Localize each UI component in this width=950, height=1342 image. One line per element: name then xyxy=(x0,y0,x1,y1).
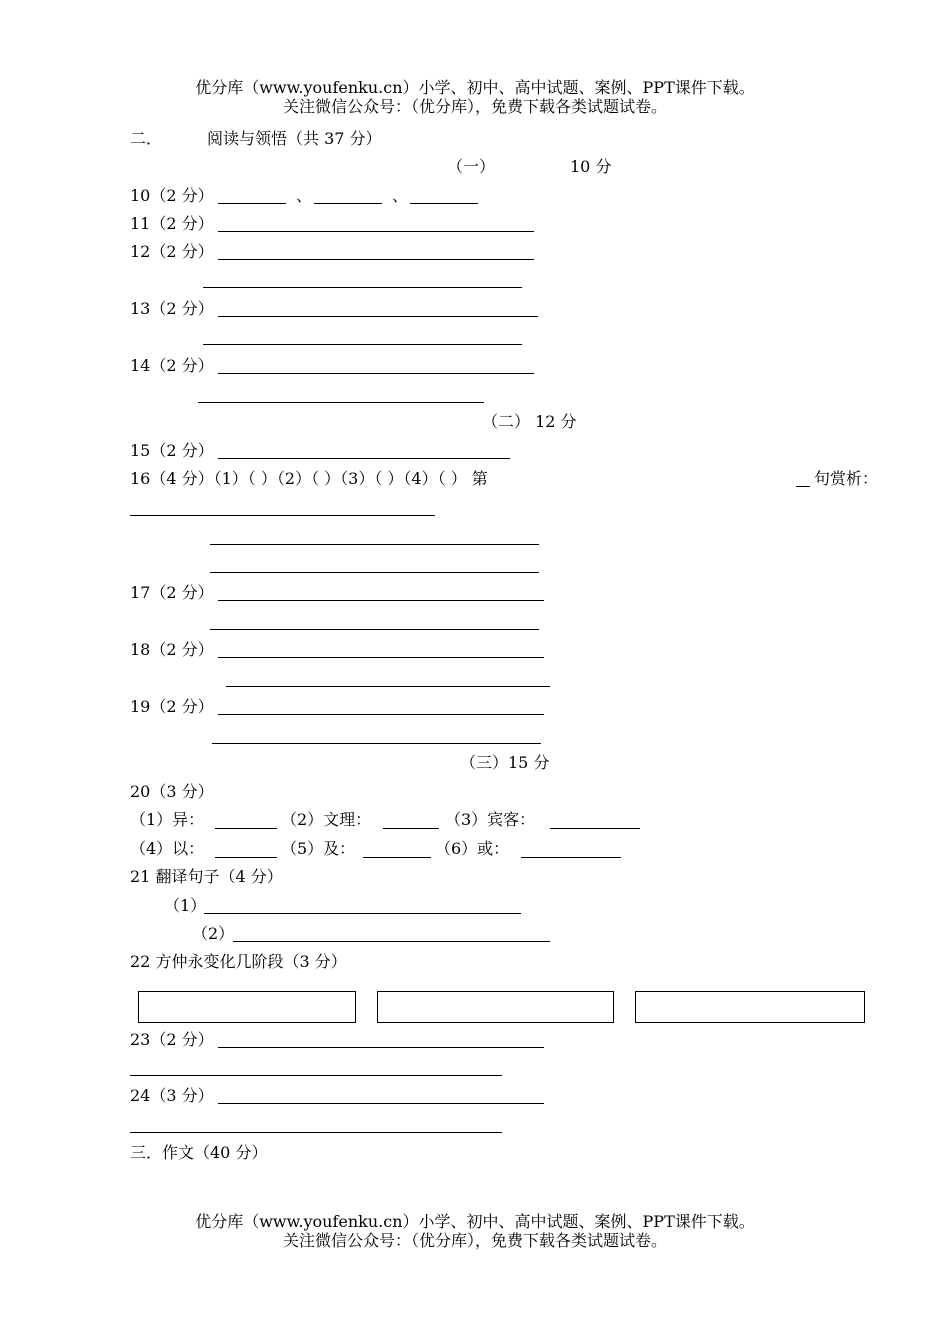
q19-label: 19（2 分） xyxy=(130,697,214,716)
section-title: 阅读与领悟（共 37 分） xyxy=(207,129,382,148)
q16-label: 16（4 分）（1）（ ）（2）（ ）（3）（ ）（4）（ ） 第 xyxy=(130,469,488,488)
part-1-label: （一） xyxy=(447,157,496,176)
q20-item-5-blank[interactable] xyxy=(363,857,431,858)
q14-answer-line-2[interactable] xyxy=(198,402,484,403)
footer-line-1: 优分库（www.youfenku.cn）小学、初中、高中试题、案例、PPT课件下载。 xyxy=(195,1212,755,1231)
q14-answer-line-1[interactable] xyxy=(218,373,534,374)
q10-separator-2: 、 xyxy=(392,186,409,205)
q13-answer-line-1[interactable] xyxy=(218,316,538,317)
q14-label: 14（2 分） xyxy=(130,356,214,375)
q20-label: 20（3 分） xyxy=(130,782,214,801)
q12-answer-line-2[interactable] xyxy=(203,287,522,288)
q17-label: 17（2 分） xyxy=(130,583,214,602)
q10-label: 10（2 分） xyxy=(130,186,214,205)
q20-item-1-blank[interactable] xyxy=(215,828,277,829)
q20-item-4-label: （4）以： xyxy=(130,839,205,858)
q22-stage-box-3[interactable] xyxy=(635,991,865,1023)
q15-label: 15（2 分） xyxy=(130,441,214,460)
q20-item-6-label: （6）或： xyxy=(435,839,510,858)
q23-answer-line-2[interactable] xyxy=(130,1075,502,1076)
q13-label: 13（2 分） xyxy=(130,299,214,318)
q10-blank-2[interactable] xyxy=(314,203,382,204)
part-2-heading: （二） 12 分 xyxy=(482,412,577,431)
q13-answer-line-2[interactable] xyxy=(203,344,522,345)
q22-label: 22 方仲永变化几阶段（3 分） xyxy=(130,952,347,971)
q17-answer-line-1[interactable] xyxy=(218,600,544,601)
footer-line-2: 关注微信公众号：（优分库），免费下载各类试题试卷。 xyxy=(282,1231,667,1250)
q10-separator-1: 、 xyxy=(296,186,313,205)
q18-label: 18（2 分） xyxy=(130,640,214,659)
q18-answer-line-1[interactable] xyxy=(218,657,544,658)
q19-answer-line-1[interactable] xyxy=(218,714,544,715)
q22-stage-box-2[interactable] xyxy=(377,991,614,1023)
q21-sentence-1-line[interactable] xyxy=(204,913,521,914)
q10-blank-3[interactable] xyxy=(410,203,478,204)
q12-answer-line-1[interactable] xyxy=(218,259,534,260)
q15-answer-line[interactable] xyxy=(218,458,510,459)
q20-item-1-label: （1）异： xyxy=(130,810,205,829)
q23-label: 23（2 分） xyxy=(130,1030,214,1049)
part-1-score: 10 分 xyxy=(570,157,612,176)
q16-answer-line-1[interactable] xyxy=(130,515,435,516)
q16-tail-label: 句赏析： xyxy=(814,469,879,488)
section-number: 二． xyxy=(130,129,163,148)
section-3-heading: 三．作文（40 分） xyxy=(130,1143,268,1162)
header-line-1: 优分库（www.youfenku.cn）小学、初中、高中试题、案例、PPT课件下载。 xyxy=(195,78,755,97)
q22-stage-box-1[interactable] xyxy=(138,991,356,1023)
header-line-2: 关注微信公众号：（优分库），免费下载各类试题试卷。 xyxy=(282,97,667,116)
q16-sentence-blank[interactable] xyxy=(796,486,810,487)
q11-answer-line[interactable] xyxy=(218,231,534,232)
q19-answer-line-2[interactable] xyxy=(212,743,541,744)
q12-label: 12（2 分） xyxy=(130,242,214,261)
q24-answer-line-2[interactable] xyxy=(130,1132,502,1133)
q23-answer-line-1[interactable] xyxy=(218,1047,544,1048)
q20-item-2-blank[interactable] xyxy=(383,828,439,829)
q24-label: 24（3 分） xyxy=(130,1086,214,1105)
q21-sentence-1-label: （1） xyxy=(164,896,207,915)
q21-sentence-2-label: （2） xyxy=(192,924,235,943)
q16-answer-line-2[interactable] xyxy=(210,544,539,545)
q20-item-2-label: （2）文理： xyxy=(281,810,372,829)
q18-answer-line-2[interactable] xyxy=(226,686,550,687)
q11-label: 11（2 分） xyxy=(130,214,214,233)
q17-answer-line-2[interactable] xyxy=(210,629,539,630)
q21-sentence-2-line[interactable] xyxy=(233,941,550,942)
q20-item-4-blank[interactable] xyxy=(215,857,277,858)
q21-label: 21 翻译句子（4 分） xyxy=(130,867,283,886)
q24-answer-line-1[interactable] xyxy=(218,1103,544,1104)
q20-item-3-label: （3）宾客： xyxy=(445,810,536,829)
q20-item-6-blank[interactable] xyxy=(521,857,621,858)
q10-blank-1[interactable] xyxy=(218,203,286,204)
part-3-heading: （三）15 分 xyxy=(460,753,550,772)
q16-answer-line-3[interactable] xyxy=(210,572,539,573)
q20-item-5-label: （5）及： xyxy=(281,839,356,858)
q20-item-3-blank[interactable] xyxy=(550,828,640,829)
